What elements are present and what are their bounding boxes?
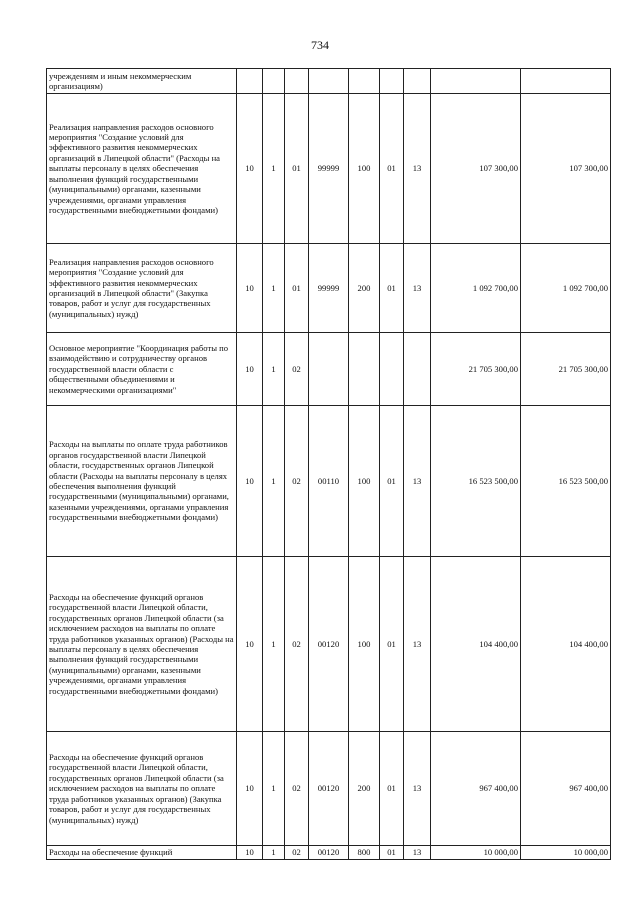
row-rz: 01 (380, 406, 404, 557)
row-vr: 100 (349, 406, 380, 557)
row-pr1: 1 (263, 333, 285, 406)
row-name: Расходы на обеспечение функций органов государственной власти Липецкой области, государственных органов Липецкой области (за исключением расходов на выплаты по оплате труда работников указанных органов) (Расходы на выплаты персоналу в целях обеспечения выполнения функций государственными (муниципальными) органами, казенными учреждениями, органами управления государственными внебюджетными фондами) (47, 557, 237, 732)
row-csr: 99999 (309, 94, 349, 244)
row-name: Основное мероприятие "Координация работы по взаимодействию и сотрудничеству органов государственной власти области с общественными объединениями и некоммерческими организациями" (47, 333, 237, 406)
row-vr: 100 (349, 557, 380, 732)
row-csr: 00120 (309, 732, 349, 846)
budget-table (46, 68, 611, 860)
row-name: Расходы на обеспечение функций (47, 846, 237, 860)
row-csr: 00110 (309, 406, 349, 557)
row-pr2: 02 (285, 333, 309, 406)
table-row (47, 94, 611, 244)
row-ved: 10 (237, 732, 263, 846)
row-pr1: 1 (263, 732, 285, 846)
row-pr2 (285, 69, 309, 94)
row-pr: 13 (404, 94, 431, 244)
budget-table-body (47, 69, 611, 860)
row-sum-2: 10 000,00 (521, 846, 611, 860)
row-pr1 (263, 69, 285, 94)
row-pr1: 1 (263, 244, 285, 333)
row-csr: 00120 (309, 846, 349, 860)
row-pr1: 1 (263, 557, 285, 732)
table-row (47, 244, 611, 333)
row-rz: 01 (380, 732, 404, 846)
row-sum-2: 107 300,00 (521, 94, 611, 244)
row-csr: 99999 (309, 244, 349, 333)
row-ved: 10 (237, 846, 263, 860)
row-name: Реализация направления расходов основного мероприятия "Создание условий для эффективного развития некоммерческих организаций в Липецкой области" (Расходы на выплаты персоналу в целях обеспечения выполнения функций государственными (муниципальными) органами, казенными учреждениями, органами управления государственными внебюджетными фондами) (47, 94, 237, 244)
row-sum-1 (431, 69, 521, 94)
row-pr (404, 69, 431, 94)
row-sum-1: 967 400,00 (431, 732, 521, 846)
row-pr: 13 (404, 557, 431, 732)
row-rz: 01 (380, 94, 404, 244)
row-ved: 10 (237, 406, 263, 557)
table-row (47, 846, 611, 860)
row-rz (380, 333, 404, 406)
row-name: учреждениям и иным некоммерческим организациям) (47, 69, 237, 94)
row-rz: 01 (380, 557, 404, 732)
row-vr: 800 (349, 846, 380, 860)
row-sum-2: 16 523 500,00 (521, 406, 611, 557)
row-ved (237, 69, 263, 94)
row-pr2: 02 (285, 557, 309, 732)
row-pr: 13 (404, 244, 431, 333)
row-sum-2: 1 092 700,00 (521, 244, 611, 333)
row-pr (404, 333, 431, 406)
row-sum-1: 1 092 700,00 (431, 244, 521, 333)
row-vr: 200 (349, 732, 380, 846)
row-sum-2: 104 400,00 (521, 557, 611, 732)
table-row (47, 333, 611, 406)
row-pr2: 02 (285, 406, 309, 557)
row-sum-1: 10 000,00 (431, 846, 521, 860)
row-rz: 01 (380, 846, 404, 860)
row-sum-1: 21 705 300,00 (431, 333, 521, 406)
row-csr (309, 333, 349, 406)
table-row (47, 406, 611, 557)
table-row (47, 557, 611, 732)
row-pr1: 1 (263, 406, 285, 557)
row-sum-2: 967 400,00 (521, 732, 611, 846)
row-sum-1: 16 523 500,00 (431, 406, 521, 557)
row-pr: 13 (404, 406, 431, 557)
row-sum-1: 107 300,00 (431, 94, 521, 244)
row-pr2: 02 (285, 732, 309, 846)
row-name: Реализация направления расходов основного мероприятия "Создание условий для эффективного развития некоммерческих организаций в Липецкой области" (Закупка товаров, работ и услуг для государственных (муниципальных) нужд) (47, 244, 237, 333)
row-sum-2 (521, 69, 611, 94)
row-pr1: 1 (263, 94, 285, 244)
row-vr (349, 69, 380, 94)
row-sum-2: 21 705 300,00 (521, 333, 611, 406)
row-rz: 01 (380, 244, 404, 333)
table-row (47, 69, 611, 94)
row-vr (349, 333, 380, 406)
row-csr: 00120 (309, 557, 349, 732)
row-name: Расходы на выплаты по оплате труда работников органов государственной власти Липецкой области, государственных органов Липецкой области (Расходы на выплаты персоналу в целях обеспечения выполнения функций государственными (муниципальными) органами, казенными учреждениями, органами управления государственными внебюджетными фондами) (47, 406, 237, 557)
row-ved: 10 (237, 94, 263, 244)
row-rz (380, 69, 404, 94)
row-ved: 10 (237, 557, 263, 732)
row-csr (309, 69, 349, 94)
row-pr2: 01 (285, 244, 309, 333)
table-row (47, 732, 611, 846)
row-ved: 10 (237, 333, 263, 406)
row-pr: 13 (404, 732, 431, 846)
row-name: Расходы на обеспечение функций органов государственной власти Липецкой области, государственных органов Липецкой области (за исключением расходов на выплаты по оплате труда работников указанных органов) (Закупка товаров, работ и услуг для государственных (муниципальных) нужд) (47, 732, 237, 846)
row-vr: 100 (349, 94, 380, 244)
row-pr: 13 (404, 846, 431, 860)
row-sum-1: 104 400,00 (431, 557, 521, 732)
row-pr2: 02 (285, 846, 309, 860)
page-number: 734 (311, 38, 329, 52)
row-pr1: 1 (263, 846, 285, 860)
row-vr: 200 (349, 244, 380, 333)
row-ved: 10 (237, 244, 263, 333)
row-pr2: 01 (285, 94, 309, 244)
